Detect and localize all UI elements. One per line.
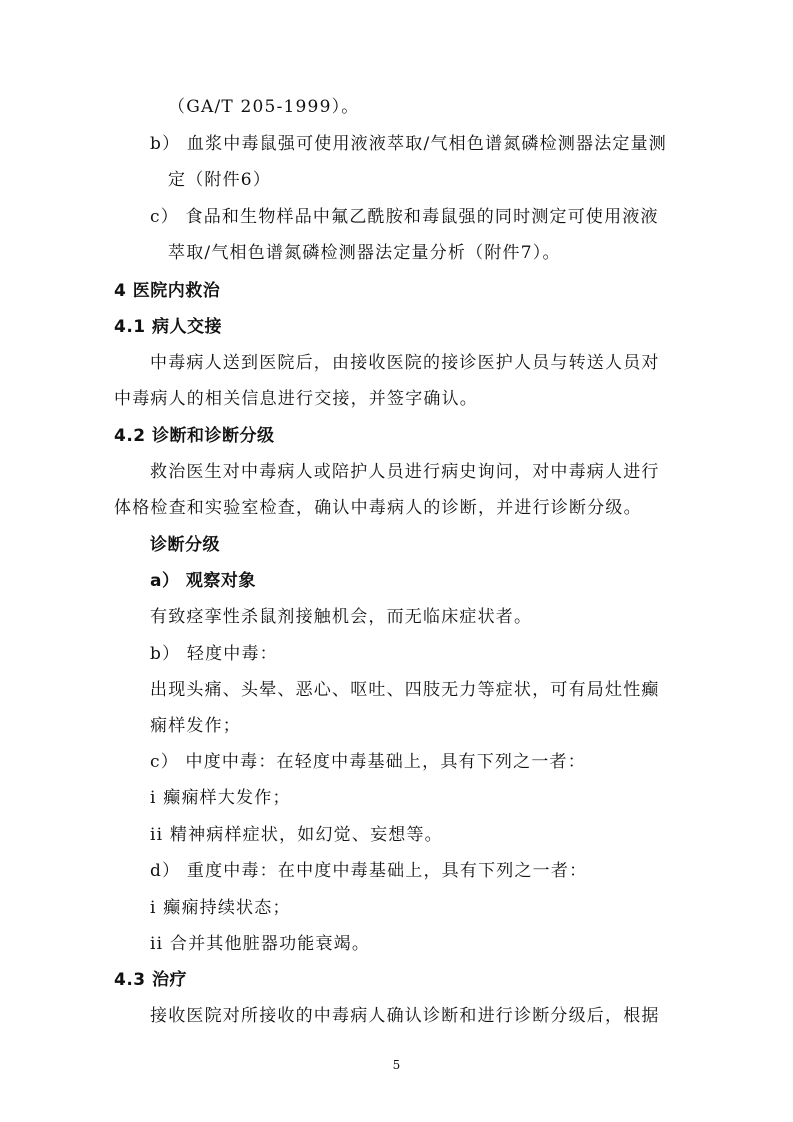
sub-item-i: i 癫痫样大发作；: [150, 788, 291, 808]
section-heading-4-1: 4.1 病人交接: [114, 317, 223, 337]
page-number: 5: [392, 1058, 401, 1072]
sub-item-i: i 癫痫持续状态；: [150, 898, 291, 918]
paragraph-line: 救治医生对中毒病人或陪护人员进行病史询问，对中毒病人进行: [150, 462, 660, 482]
list-item-moderate: c） 中度中毒：在轻度中毒基础上，具有下列之一者：: [150, 752, 586, 772]
list-item-b-line-2: 定（附件6）: [168, 170, 272, 190]
section-heading-4: 4 医院内救治: [114, 281, 221, 301]
list-item-c-line-1: c） 食品和生物样品中氟乙酰胺和毒鼠强的同时测定可使用液液: [150, 207, 659, 227]
paragraph-line: 有致痉挛性杀鼠剂接触机会，而无临床症状者。: [150, 607, 533, 627]
paragraph-line: 体格检查和实验室检查，确认中毒病人的诊断，并进行诊断分级。: [114, 498, 642, 518]
paragraph-line: 中毒病人的相关信息进行交接，并签字确认。: [114, 389, 478, 409]
section-heading-4-3: 4.3 治疗: [114, 970, 188, 990]
sub-item-ii: ii 合并其他脏器功能衰竭。: [150, 934, 371, 954]
text-line-1: （GA/T 205-1999）。: [168, 97, 360, 117]
list-item-mild: b） 轻度中毒：: [150, 644, 278, 664]
paragraph-line: 接收医院对所接收的中毒病人确认诊断和进行诊断分级后，根据: [150, 1006, 660, 1026]
list-item-c-line-2: 萃取/气相色谱氮磷检测器法定量分析（附件7）。: [168, 243, 561, 263]
subheading-diagnosis-grading: 诊断分级: [150, 535, 220, 555]
subheading-observation: a） 观察对象: [150, 571, 256, 591]
list-item-b-line-1: b） 血浆中毒鼠强可使用液液萃取/气相色谱氮磷检测器法定量测: [150, 134, 668, 154]
list-item-severe: d） 重度中毒：在中度中毒基础上，具有下列之一者：: [150, 861, 588, 881]
paragraph-line: 出现头痛、头晕、恶心、呕吐、四肢无力等症状，可有局灶性癫: [150, 680, 660, 700]
sub-item-ii: ii 精神病样症状，如幻觉、妄想等。: [150, 825, 443, 845]
paragraph-line: 中毒病人送到医院后，由接收医院的接诊医护人员与转送人员对: [150, 353, 660, 373]
section-heading-4-2: 4.2 诊断和诊断分级: [114, 426, 275, 446]
paragraph-line: 痫样发作；: [150, 716, 241, 736]
